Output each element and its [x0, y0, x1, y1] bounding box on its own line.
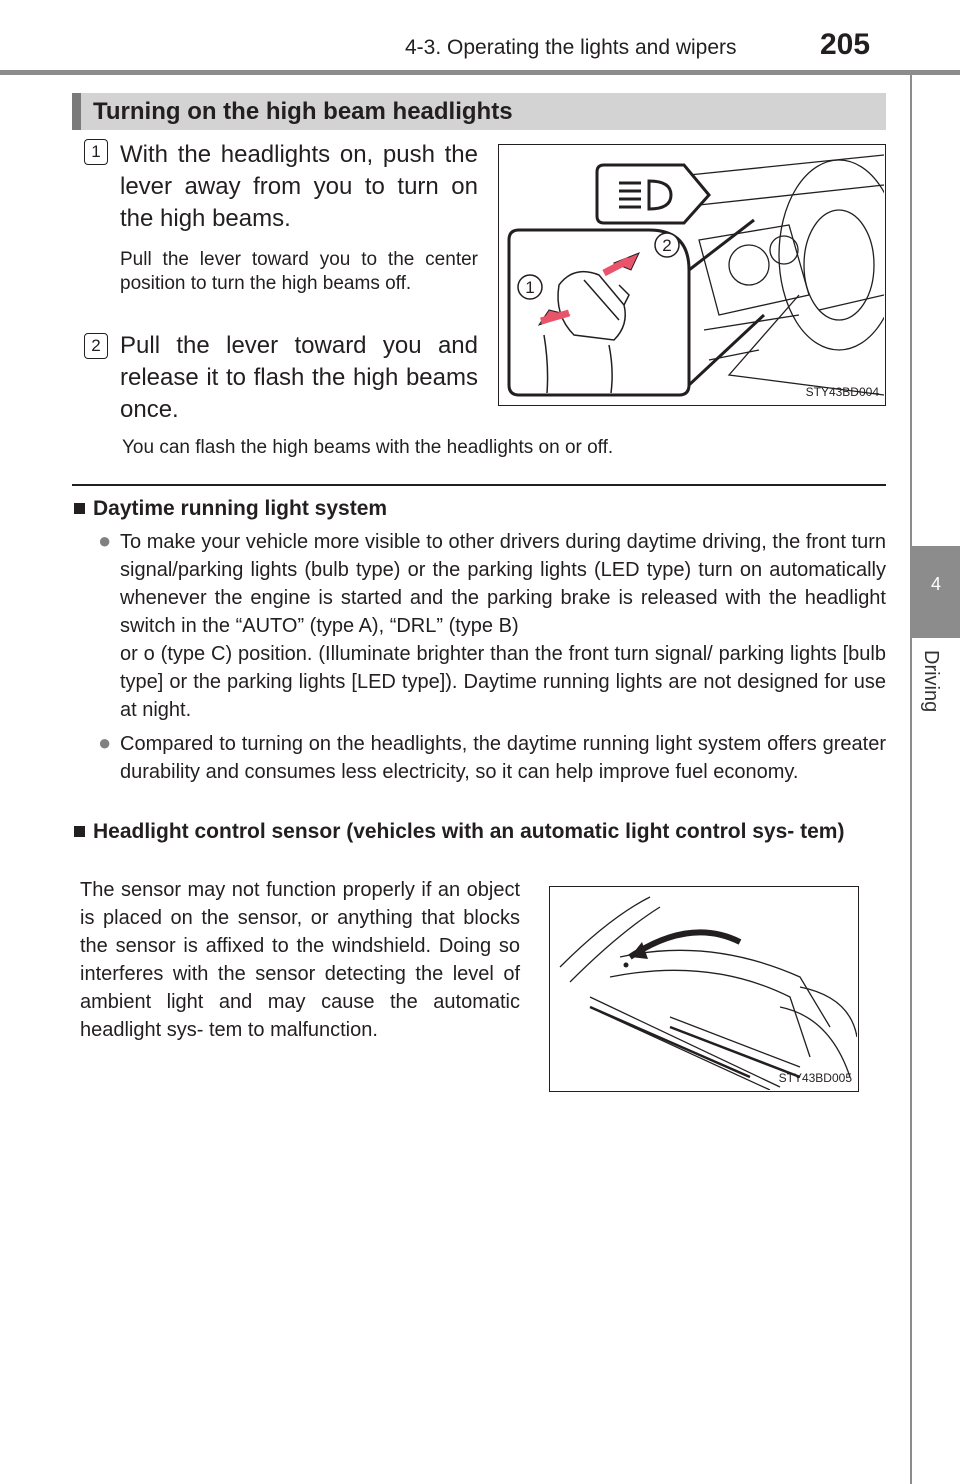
windshield-illustration — [550, 887, 857, 1090]
section-title: Turning on the high beam headlights — [93, 98, 513, 125]
drl-bullet-1-continued: or o (type C) position. (Illuminate brighter than the front turn signal/ parking lights [bulb type] or the parking lights [LED type]). Daytime running lights are not designed for use at night. — [120, 643, 886, 721]
figure-callout-1: 1 — [525, 278, 535, 297]
chapter-tab-number: 4 — [930, 574, 941, 594]
sensor-heading-text: Headlight control sensor (vehicles with an automatic light control sys- tem) — [93, 820, 845, 843]
figure-2-code: STY43BD005 — [778, 1071, 852, 1085]
steps-note: You can flash the high beams with the headlights on or off. — [122, 437, 614, 458]
step-1-text: With the headlights on, push the lever away from you to turn on the high beams. — [120, 141, 478, 232]
drl-bullet-2-text: Compared to turning on the headlights, the daytime running light system offers greater durability and consumes less electricity, so it can help improve fuel economy. — [120, 733, 886, 783]
bullet-dot-icon: ● — [98, 528, 112, 553]
drl-bullet-1-text: To make your vehicle more visible to other drivers during daytime driving, the front turn signal/parking lights (bulb type) or the parking lights (LED type) turn on automatically whenever the engine is started and the parking brake is released with the headlight switch in the “AUTO” (type A), “DRL” (type B) — [120, 531, 886, 637]
side-tab-line — [910, 75, 912, 1484]
figure-headlight-lever — [498, 144, 886, 406]
section-divider — [72, 484, 886, 486]
figure-1-code: STY43BD004 — [805, 385, 879, 399]
lever-illustration — [499, 145, 884, 404]
chapter-tab-label-text: Driving — [920, 650, 942, 713]
step-2-text: Pull the lever toward you and release it to flash the high beams once. — [120, 332, 478, 423]
step-2-number: 2 — [84, 333, 108, 359]
drl-heading — [74, 497, 387, 521]
heading-square-icon — [74, 503, 85, 514]
section-title-marker — [72, 93, 81, 130]
sensor-heading — [74, 818, 886, 846]
figure-callout-2: 2 — [662, 236, 672, 255]
step-1-subtext: Pull the lever toward you to the center position to turn the high beams off. — [120, 249, 478, 294]
heading-square-icon — [74, 826, 85, 837]
step-1-number: 1 — [84, 139, 108, 165]
page-number: 205 — [820, 28, 871, 61]
header-rule — [0, 70, 960, 75]
sensor-body-text: The sensor may not function properly if an object is placed on the sensor, or anything that blocks the sensor is affixed to the windshield. Doing so interferes with the sensor detecting the level of ambient light and may cause the automatic headlight sys- tem to malfunction. — [80, 879, 520, 1041]
bullet-dot-icon: ● — [98, 730, 112, 755]
drl-heading-text: Daytime running light system — [93, 497, 388, 520]
chapter-tab-label — [919, 650, 949, 730]
figure-light-sensor — [549, 886, 859, 1092]
running-header-section: 4-3. Operating the lights and wipers — [405, 36, 737, 59]
